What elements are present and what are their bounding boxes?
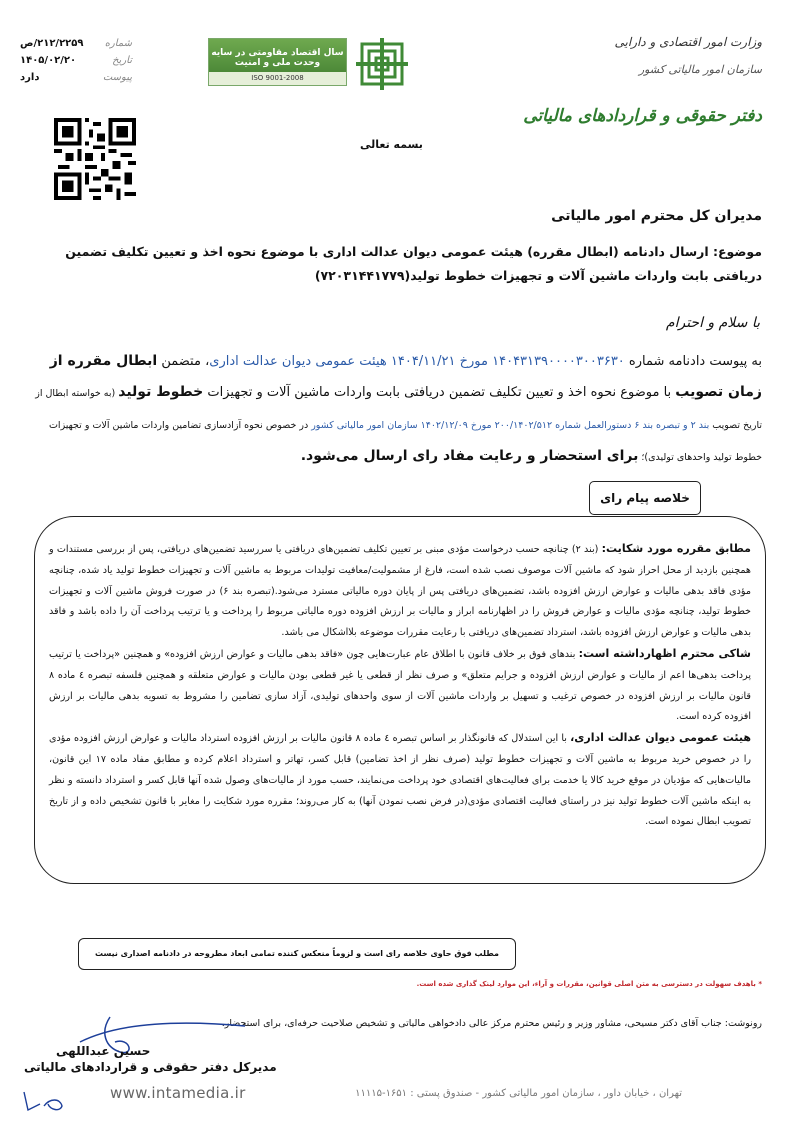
- office-name: دفتر حقوقی و قراردادهای مالیاتی: [523, 106, 762, 126]
- body-text: به پیوست دادنامه شماره: [624, 354, 762, 369]
- body-small: (به خواسته ابطال از تاریخ تصویب: [35, 388, 762, 431]
- ministry-name: وزارت امور اقتصادی و دارایی: [614, 35, 762, 49]
- signer-name: حسین عبداللهی: [56, 1044, 151, 1058]
- body-text: ، متضمن: [157, 354, 210, 369]
- summary-content: [49, 539, 751, 833]
- cc-line: رونوشت: جناب آقای دکتر مسیحی، مشاور وزیر و رئیس محترم مرکز عالی دادخواهی مالیاتی و تشخیص صلاحیت حرفه‌ای، برای استحضار.: [221, 1018, 762, 1029]
- body-paragraph: [34, 345, 762, 472]
- summary-section-title: هیئت عمومی دیوان عدالت اداری،: [570, 731, 751, 745]
- summary-box: [34, 516, 766, 884]
- summary-section: [49, 644, 751, 728]
- attachment-value: دارد: [20, 72, 40, 83]
- letterhead: [522, 35, 762, 126]
- attachment-label: پیوست: [102, 72, 132, 83]
- subject-line: موضوع: ارسال دادنامه (ابطال مقرره) هیئت عمومی دیوان عدالت اداری با موضوع نحوه اخذ و تعیین تکلیف تضمین دریافتی بابت واردات ماشین آلات و تجهیزات خطوط تولید(۷۲۰۳۱۴۴۱۷۷۹): [65, 244, 762, 283]
- date-value: ۱۴۰۵/۰۲/۲۰: [20, 55, 77, 66]
- qr-code: [54, 118, 136, 200]
- signer-title: مدیرکل دفتر حقوقی و قراردادهای مالیاتی: [24, 1060, 277, 1074]
- summary-disclaimer-note: مطلب فوق حاوی خلاصه رای است و لزوماً منعکس کننده تمامی ابعاد مطروحه در دادنامه اصداری نیست: [78, 938, 516, 970]
- number-value: ۲۱۲/۲۲۵۹/ص: [20, 38, 84, 49]
- postal-address: تهران ، خیابان داور ، سازمان امور مالیاتی کشور - صندوق پستی : ۱۶۵۱-۱۱۱۱۵: [355, 1088, 682, 1099]
- initials-scribble: [20, 1088, 66, 1114]
- summary-section-title: مطابق مقرره مورد شکایت:: [601, 542, 751, 555]
- meta-attachment-row: [20, 72, 132, 83]
- number-label: شماره: [104, 38, 132, 49]
- meta-date-row: [20, 55, 132, 66]
- website-url[interactable]: www.intamedia.ir: [110, 1084, 246, 1102]
- body-bold: خطوط تولید: [118, 384, 204, 400]
- greeting: با سلام و احترام: [665, 315, 760, 331]
- letter-meta: [20, 38, 132, 89]
- summary-section: [49, 539, 751, 644]
- body-text: با موضوع نحوه اخذ و تعیین تکلیف تضمین دریافتی بابت واردات ماشین آلات و تجهیزات: [203, 385, 676, 400]
- organization-name: سازمان امور مالیاتی کشور: [638, 63, 762, 76]
- verdict-link[interactable]: ۱۴۰۴۳۱۳۹۰۰۰۰۳۰۰۳۶۳۰ مورخ ۱۴۰۴/۱۱/۲۱ هیئت عمومی دیوان عدالت اداری: [209, 354, 625, 369]
- body-bold-end: برای استحضار و رعایت مفاد رای ارسال می‌شود.: [300, 448, 639, 464]
- banner-text: سال اقتصاد مقاومتی در سایه وحدت ملی و امنیت: [211, 48, 344, 68]
- emblem-logo: [356, 38, 408, 90]
- summary-section-text: بندهای فوق بر خلاف قانون با اطلاق عام عبارت‌هایی چون «فاقد بدهی مالیات و عوارض ارزش افزوده» و همچنین «پرداخت یا ترتیب پرداخت بدهی‌ها اعم از مالیات و عوارض ارزش افزوده و جرایم متعلق» و صرف نظر از قطعی یا غیر قطعی بودن مالیات و عوارض متعلقه و همچنین فلسفه تبصره ٤ ماده ٨ قانون مالیات بر ارزش افزوده در خصوص ترغیب و تسهیل بر واردات ماشین آلات از سوی واحدهای تولیدی، آزاد سازی تضامین را مشروط به تسویه بدهی مالیات بر ارزش افزوده کرده است.: [49, 648, 752, 723]
- summary-section-text: (بند ۲) چنانچه حسب درخواست مؤدی مبنی بر تعیین تکلیف تضمین‌های دریافتی یا سررسید تضمین‌های دریافتی، پس از بررسی مستندات و همچنین بازدید از محل احراز شود که ماشین آلات موصوف نصب شده است، فارغ از مشمولیت/معافیت تولیدات مربوط به ماشین آلات و تجهیزات خطوط تولید یاد شده، چنانچه مؤدی فاقد بدهی مالیات و عوارض ارزش افزوده باشد، تضمین‌های دریافتی پس از پایان دوره مالیاتی مسترد می‌شود.(تبصره بند ۶) در صورت فروش ماشین آلات و تجهیزات خطوط تولید، چنانچه مؤدی مالیات و عوارض فروش را در اظهارنامه ابراز و مالیات بر ارزش افزوده دوره مالیاتی مربوط را پرداخت و یا ترتیب پرداخت آن را داده باشد و فاقد بدهی مالیات و عوارض ارزش افزوده باشد، استرداد تضمین‌های دریافتی با رعایت مقررات موضوعه بلااشکال می باشد.: [49, 544, 751, 639]
- date-label: تاریخ: [112, 55, 132, 66]
- summary-heading: خلاصه پیام رای: [589, 481, 701, 515]
- recipient: مدیران کل محترم امور مالیاتی: [551, 208, 762, 224]
- meta-number-row: [20, 38, 132, 49]
- iso-label: ISO 9001-2008: [209, 72, 346, 85]
- basmala: بسمه تعالی: [360, 138, 423, 151]
- body-small: در خصوص نحوه آزادسازی تضامین واردات ماشین آلات و تجهیزات خطوط تولید واحدهای تولیدی)؛: [48, 420, 762, 463]
- directive-link[interactable]: بند ۲ و تبصره بند ۶ دستورالعمل شماره ۲۰۰/۱۴۰۲/۵۱۲ مورخ ۱۴۰۲/۱۲/۰۹ سازمان امور مالیاتی کشور: [311, 420, 710, 431]
- body-bold: ابطال مقرره از زمان تصویب: [49, 353, 762, 400]
- link-disclaimer: * باهدف سهولت در دسترسی به متن اصلی قوانین، مقررات و آراء، این موارد لینک گذاری شده است.: [416, 980, 762, 988]
- summary-section: [49, 728, 751, 833]
- summary-section-title: شاکی محترم اظهارداشته است:: [578, 646, 751, 660]
- year-banner: [208, 38, 347, 86]
- summary-section-text: با این استدلال که قانونگذار بر اساس تبصره ٤ ماده ٨ قانون مالیات بر ارزش افزوده استرداد مالیات و عوارض ارزش افزوده مؤدی را در خصوص خرید مربوط به ماشین آلات و تجهیزات خطوط تولید (صرف نظر از اخذ تضامین) قابل کسر، تهاتر و استرداد اعلام کرده و مطابق مفاد ماده ۱۷ این قانون، مالیات‌هایی که مؤدیان در موقع خرید کالا یا خدمت برای فعالیت‌های اقتصادی خود پرداخت می‌نمایند، حسب مورد از مالیات‌های وصول شده آنها قابل کسر و استرداد دانسته و نظر به اینکه ماشین آلات خطوط تولید نیز در راستای فعالیت اقتصادی مؤدی(در فرض نصب نمودن آنها) به کار می‌روند؛ مقرره مورد شکایت را مغایر با قانون تشخیص داده و از تاریخ تصویب ابطال نموده است.: [49, 733, 751, 828]
